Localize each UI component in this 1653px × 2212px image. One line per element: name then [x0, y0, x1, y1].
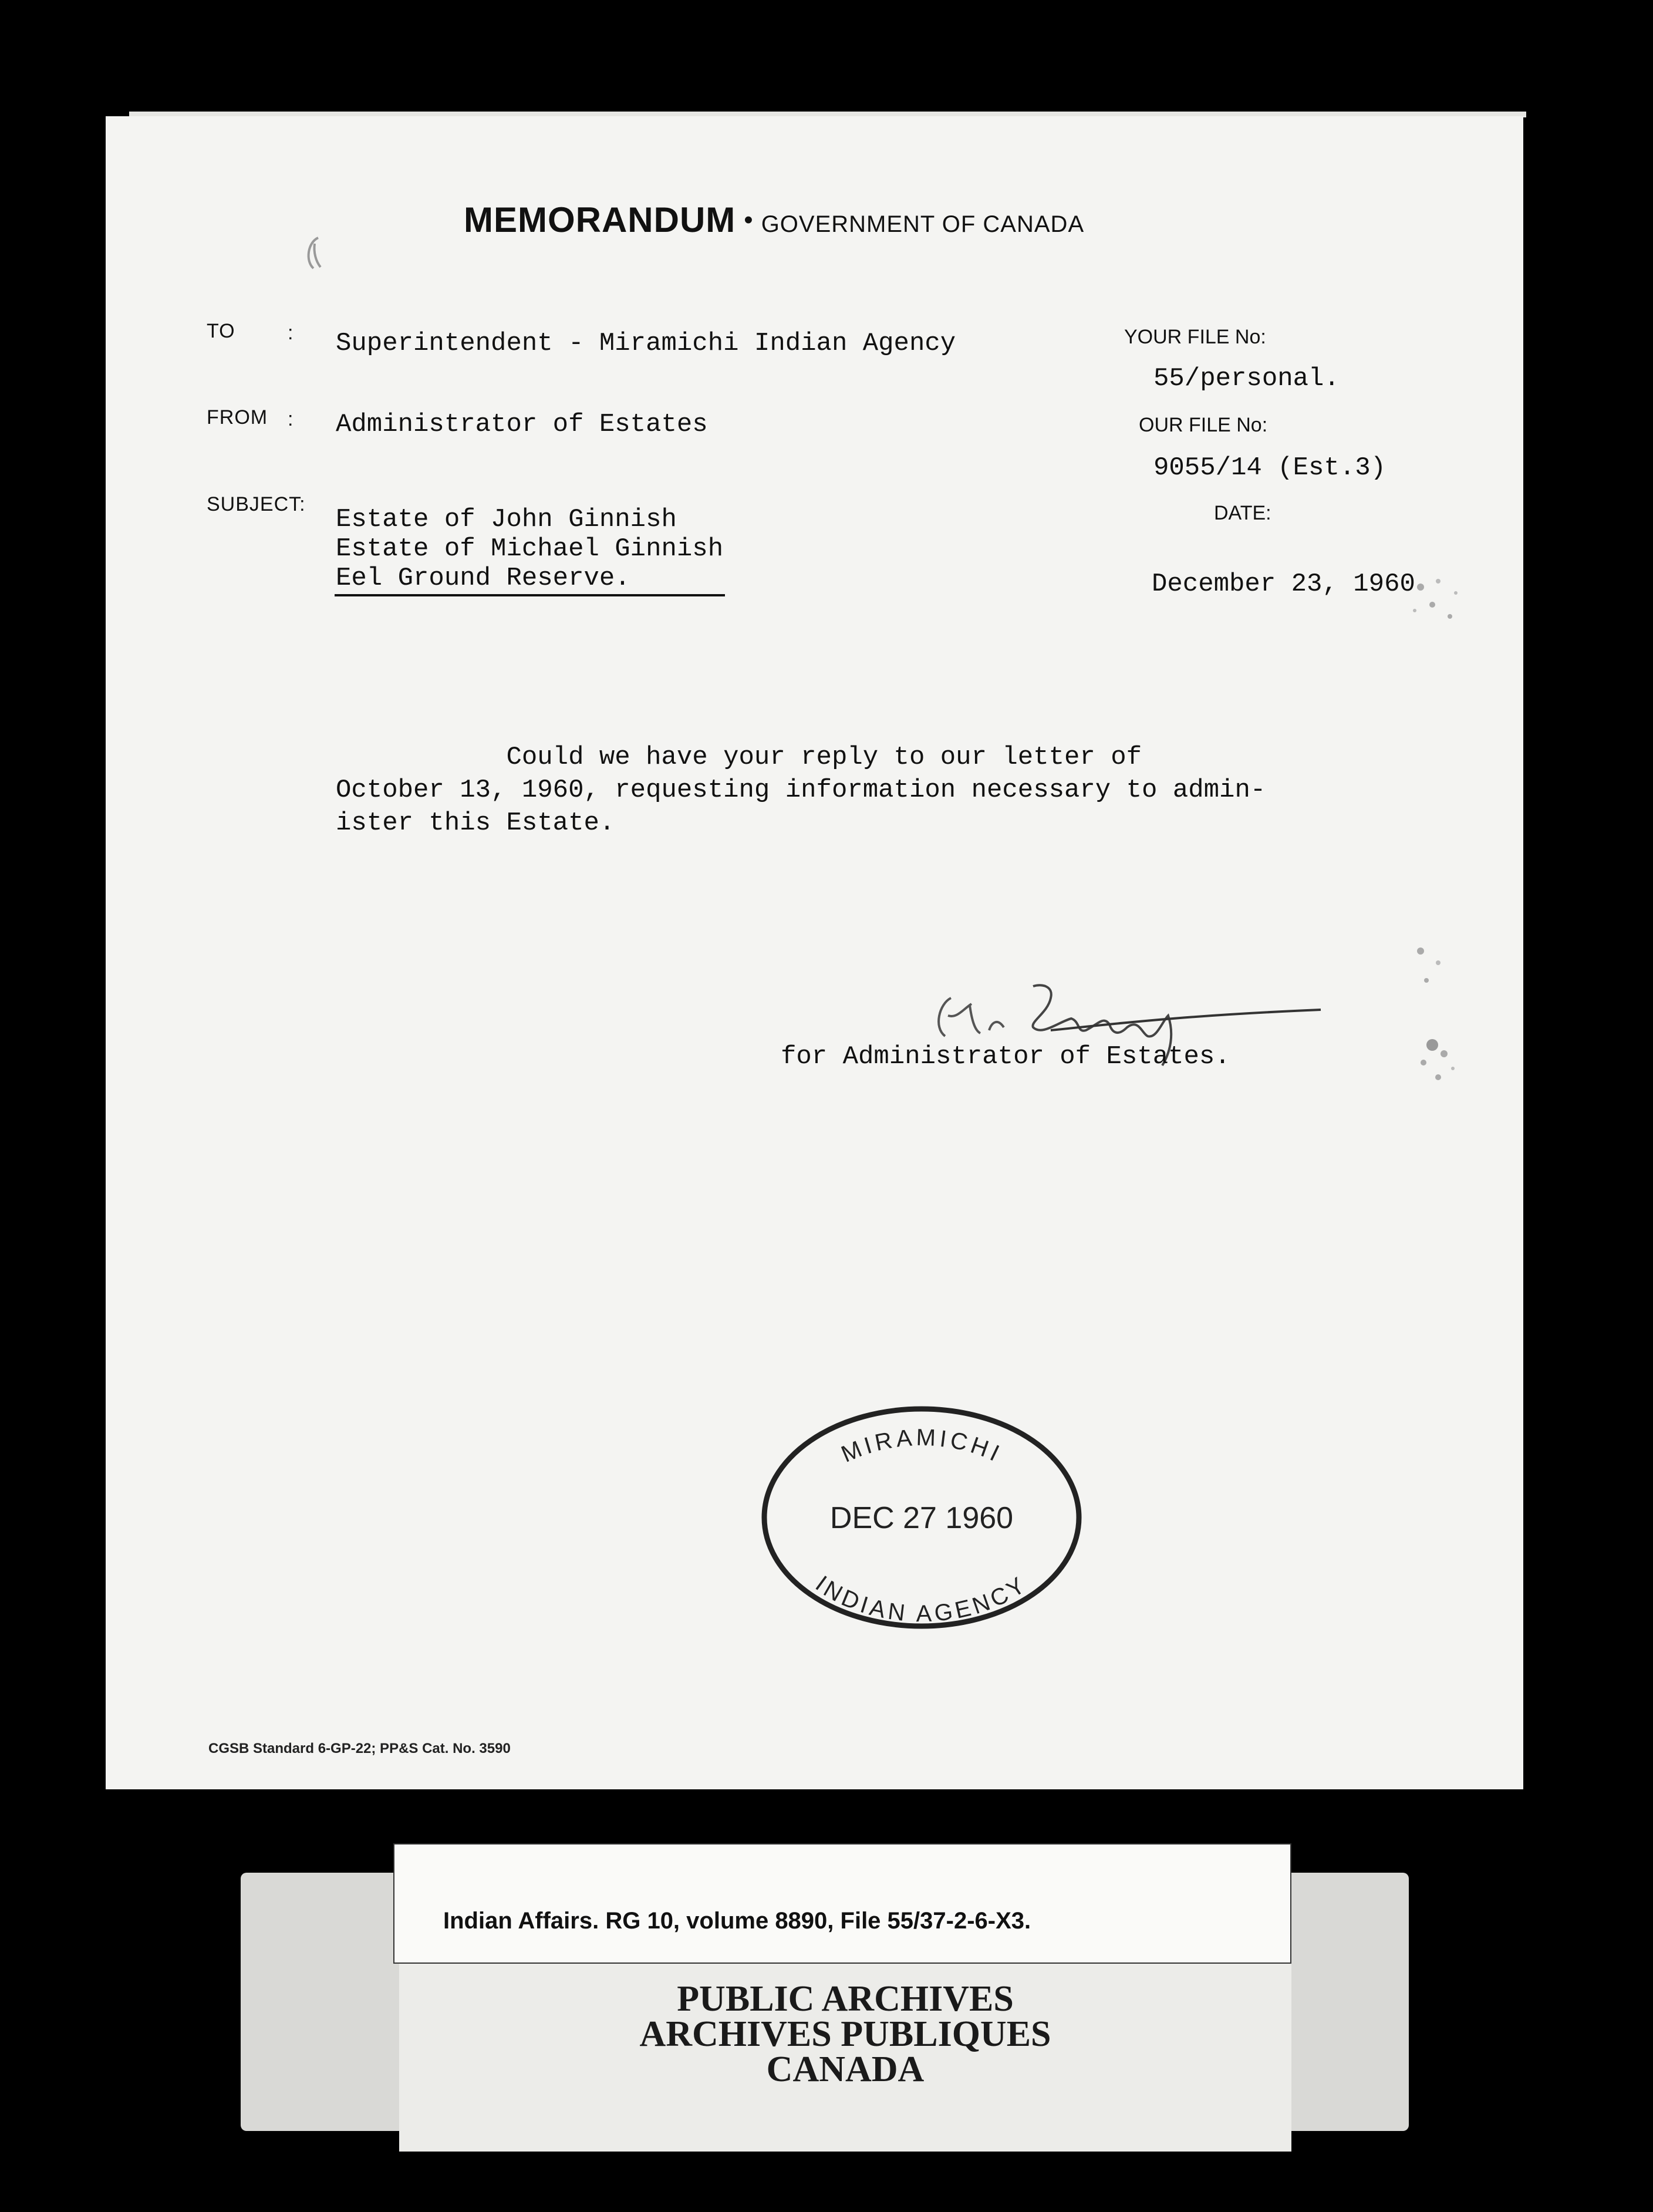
from-label: FROM: [207, 406, 268, 429]
agency-received-stamp: [757, 1394, 1086, 1629]
subject-line-3: Eel Ground Reserve.: [336, 564, 630, 593]
date-value: December 23, 1960: [1152, 569, 1415, 599]
body-line-1: Could we have your reply to our letter of: [336, 743, 1142, 772]
svg-text:INDIAN AGENCY: [811, 1571, 1033, 1627]
our-file-label: OUR FILE No:: [1139, 414, 1268, 436]
subject-line-1: Estate of John Ginnish: [336, 505, 677, 534]
stamp-bottom-arc: INDIAN AGENCY: [811, 1570, 1033, 1627]
from-colon: :: [288, 408, 294, 430]
your-file-value: 55/personal.: [1153, 364, 1340, 393]
signature-line: for Administrator of Estates.: [781, 1042, 1230, 1071]
archives-line-1: PUBLIC ARCHIVES: [677, 1979, 1014, 2019]
scan-noise-cluster-2: [1397, 928, 1503, 1104]
archives-line-3: CANADA: [766, 2049, 925, 2089]
from-value: Administrator of Estates: [336, 410, 708, 439]
scan-noise-cluster-1: [1397, 558, 1514, 652]
archive-reference: Indian Affairs. RG 10, volume 8890, File 55/37-2-6-X3.: [443, 1908, 1031, 1934]
our-file-value: 9055/14 (Est.3): [1153, 453, 1387, 483]
to-label: TO: [207, 320, 235, 342]
to-colon: :: [288, 322, 294, 344]
government-label: GOVERNMENT OF CANADA: [761, 211, 1085, 237]
body-line-2: October 13, 1960, requesting information necessary to admin-: [336, 775, 1266, 805]
subject-line-2: Estate of Michael Ginnish: [336, 534, 724, 564]
form-standard-note: CGSB Standard 6-GP-22; PP&S Cat. No. 3590: [208, 1741, 511, 1756]
memo-title: MEMORANDUM: [464, 200, 736, 240]
title-bullet: •: [744, 205, 753, 234]
memo-heading: [464, 200, 1084, 240]
pencil-mark-icon: [301, 232, 342, 279]
stamp-date: DEC 27 1960: [829, 1501, 1014, 1535]
reference-slip: [393, 1843, 1291, 1964]
body-line-3: ister this Estate.: [336, 808, 615, 838]
memo-body: [336, 741, 1266, 839]
archives-label: [587, 1981, 1104, 2087]
subject-underline: [335, 594, 725, 596]
your-file-label: YOUR FILE No:: [1124, 326, 1266, 348]
archives-line-2: ARCHIVES PUBLIQUES: [639, 2014, 1051, 2054]
to-value: Superintendent - Miramichi Indian Agency: [336, 329, 956, 358]
subject-label: SUBJECT:: [207, 493, 306, 515]
stamp-top-arc: MIRAMICHI: [837, 1424, 1007, 1468]
svg-text:MIRAMICHI: [838, 1425, 1006, 1468]
date-label: DATE:: [1214, 502, 1271, 524]
